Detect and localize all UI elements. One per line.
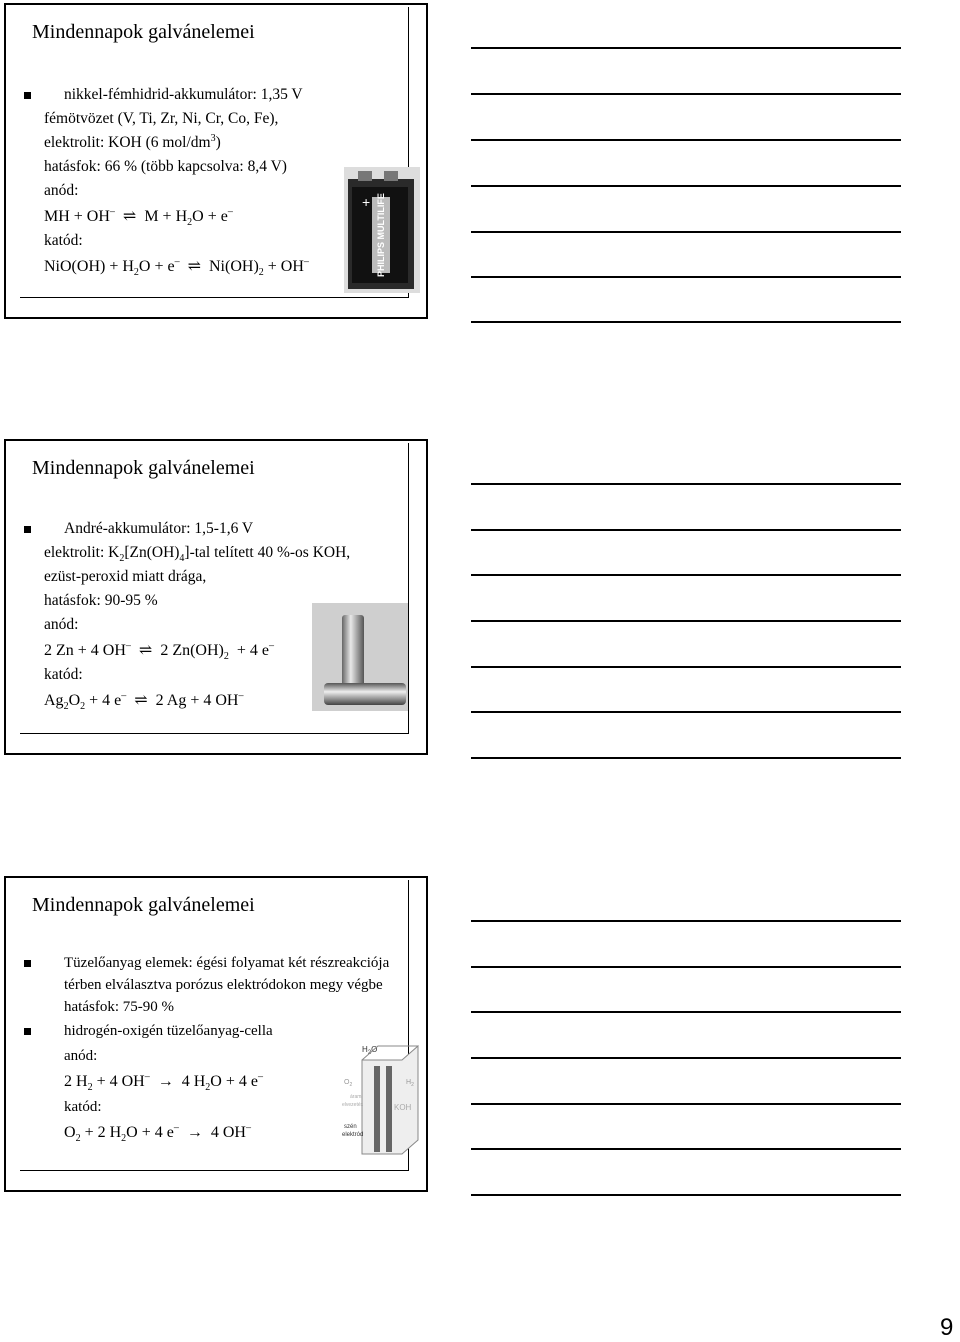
notes-line	[471, 139, 901, 141]
slide-2-line: elektrolit: $K_2[Zn(OH)_4]$-tal telített 40 %-os KOH,	[44, 544, 351, 565]
slide-3-bullet-line: Tüzelőanyag elemek: égési folyamat két részreakciója	[44, 952, 389, 974]
notes-line	[471, 93, 901, 95]
notes-line	[471, 231, 901, 233]
slide-3-line: hatásfok: 75-90 %	[64, 999, 174, 1015]
slide-2-equation: $Ag_2O_2 + 4$ e– ⇌ 2 Ag + 4 OH–	[44, 690, 244, 713]
diagram-label-koh: KOH	[394, 1103, 412, 1112]
diagram-label-h2o: $H_2O$	[362, 1045, 378, 1056]
notes-line	[471, 620, 901, 622]
battery-label: PHILIPS MULTILIFE	[376, 193, 386, 277]
slide-2-frame	[20, 443, 409, 734]
slide-3-title: Mindennapok galvánelemei	[32, 894, 255, 916]
diagram-label-elvezetes: elvezetés	[342, 1102, 364, 1108]
slide-2-body	[44, 517, 350, 713]
equilibrium-arrow-icon: ⇌	[187, 258, 201, 275]
notes-line	[471, 757, 901, 759]
notes-line	[471, 920, 901, 922]
slide-2	[4, 439, 428, 755]
diagram-label-aram: áram	[350, 1094, 362, 1100]
right-arrow-icon: →	[157, 1073, 174, 1090]
diagram-label-o2: $O_2$	[344, 1079, 353, 1088]
notes-line	[471, 1057, 901, 1059]
slide-1-equation: $NiO(OH) + H_2O + e^-$ ⇌ $Ni(OH)_2 + OH^-$	[44, 256, 309, 279]
slide-3-label-katod: katód:	[64, 1099, 102, 1115]
slide-2-line: ezüst-peroxid miatt drága,	[44, 568, 207, 585]
notes-line	[471, 529, 901, 531]
diagram-label-elektrod: elektród	[342, 1132, 364, 1138]
slide-1-bullet-line: nikkel-fémhidrid-akkumulátor: 1,35 V	[44, 83, 309, 107]
slide-1-title: Mindennapok galvánelemei	[32, 21, 255, 43]
notes-line	[471, 321, 901, 323]
slide-1	[4, 3, 428, 319]
slide-3-equation: $O_2 + 2$ $H_2O + 4$ e– → 4 OH–	[64, 1122, 251, 1145]
silver-batteries-image	[312, 603, 408, 711]
diagram-label-h2: $H_2$	[406, 1079, 414, 1088]
notes-line	[471, 1011, 901, 1013]
bullet-icon	[24, 1028, 31, 1035]
slide-2-equation: 2 Zn + 4 OH– ⇌ 2 $Zn(OH)_2 + 4$ e–	[44, 640, 274, 663]
notes-line	[471, 276, 901, 278]
notes-line	[471, 666, 901, 668]
slide-1-line: fémötvözet (V, Ti, Zr, Ni, Cr, Co, Fe),	[44, 110, 279, 127]
notes-line	[471, 1103, 901, 1105]
notes-line	[471, 574, 901, 576]
slide-3-label-anod: anód:	[64, 1048, 98, 1064]
slide-1-line: elektrolit: KOH (6 mol/$dm^3$)	[44, 132, 221, 151]
notes-line	[471, 1194, 901, 1196]
slide-1-body	[44, 83, 309, 279]
notes-line	[471, 966, 901, 968]
slide-1-label-anod: anód:	[44, 182, 79, 199]
slide-2-line: hatásfok: 90-95 %	[44, 592, 158, 609]
slide-3-line: térben elválasztva porózus elektródokon megy végbe	[64, 977, 383, 993]
diagram-label-szen: szén	[344, 1124, 357, 1130]
slide-1-line: hatásfok: 66 % (több kapcsolva: 8,4 V)	[44, 158, 287, 175]
notes-line	[471, 483, 901, 485]
right-arrow-icon: →	[186, 1124, 203, 1141]
fuel-cell-diagram	[338, 1036, 424, 1160]
svg-text:+: +	[362, 194, 371, 210]
notes-line	[471, 711, 901, 713]
slide-2-bullet-line: André-akkumulátor: 1,5-1,6 V	[44, 517, 350, 541]
slide-1-equation: MH + OH– ⇌ $M + H_2O + e^-$	[44, 206, 233, 229]
bullet-icon	[24, 960, 31, 967]
battery-9v-image	[344, 167, 420, 293]
slide-1-frame	[20, 7, 409, 298]
slide-3-frame	[20, 880, 414, 1171]
equilibrium-arrow-icon: ⇌	[122, 208, 137, 225]
bullet-icon	[24, 92, 31, 99]
bullet-icon	[24, 526, 31, 533]
notes-line	[471, 185, 901, 187]
slide-1-label-katod: katód:	[44, 232, 83, 249]
slide-3	[4, 876, 428, 1192]
slide-3-equation: 2 $H_2 + 4$ OH– → 4 $H_2O + 4$ e–	[64, 1071, 263, 1094]
notes-line	[471, 47, 901, 49]
equilibrium-arrow-icon: ⇌	[138, 642, 153, 659]
slide-2-label-anod: anód:	[44, 616, 79, 633]
page-number: 9	[940, 1314, 954, 1341]
slide-2-label-katod: katód:	[44, 666, 83, 683]
notes-line	[471, 1148, 901, 1150]
equilibrium-arrow-icon: ⇌	[134, 692, 148, 709]
slide-3-bullet-line: hidrogén-oxigén tüzelőanyag-cella	[44, 1020, 389, 1042]
slide-2-title: Mindennapok galvánelemei	[32, 457, 255, 479]
